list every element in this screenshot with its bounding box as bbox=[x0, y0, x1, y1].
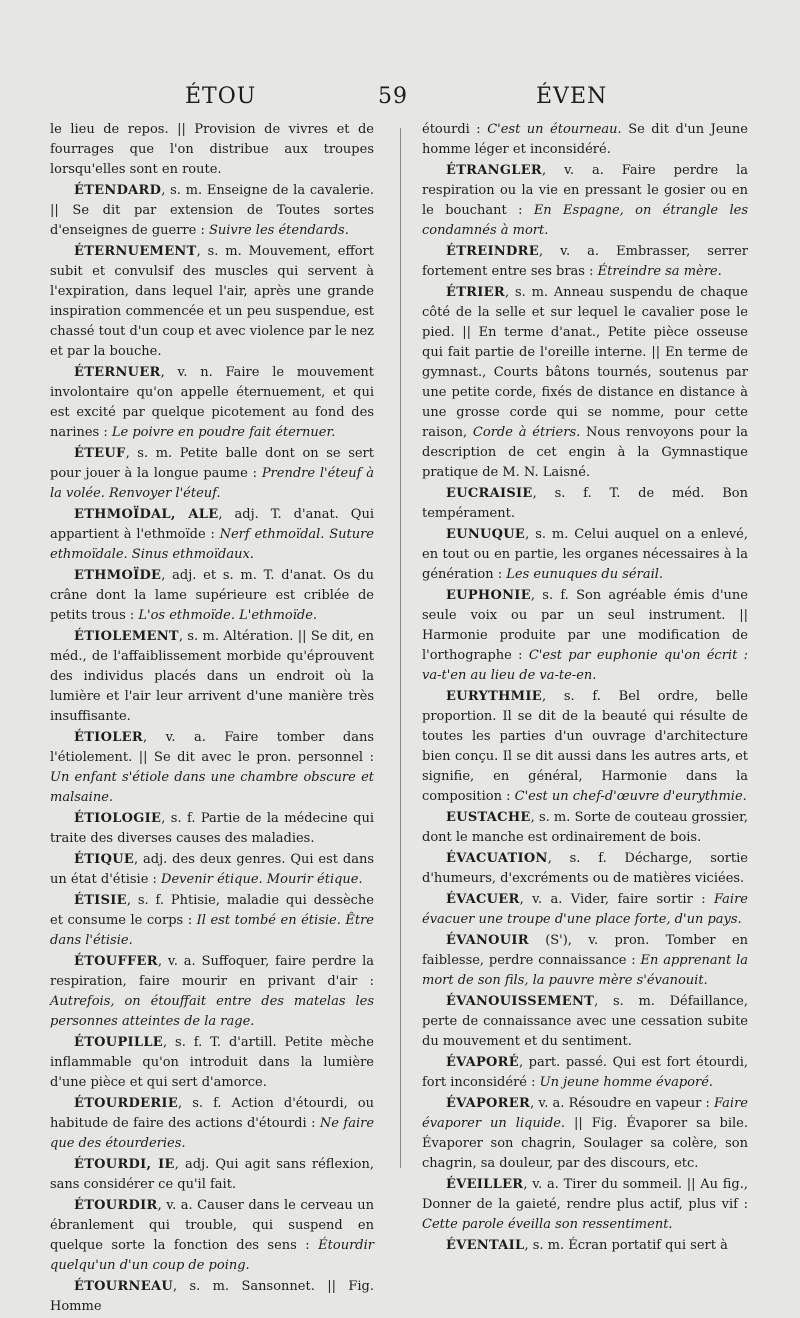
entry-example: Étourdir quelqu'un d'un coup de poing. bbox=[50, 1238, 374, 1273]
entry-definition: , s. f. T. d'artill. Petite mèche inflammable qu'on introduit dans la lumière d'une pièce et qui sert d'amorce. bbox=[50, 1035, 374, 1090]
entry-headword: ÉTOUFFER bbox=[74, 954, 158, 969]
entry-example: Cette parole éveilla son ressentiment. bbox=[422, 1217, 673, 1232]
entry-definition: , v. a. Résoudre en vapeur : bbox=[530, 1096, 715, 1111]
dictionary-entry bbox=[422, 484, 748, 524]
dictionary-entry bbox=[422, 992, 748, 1052]
dictionary-entry bbox=[422, 931, 748, 991]
entry-example: Étreindre sa mère. bbox=[597, 264, 722, 279]
entry-definition: , s. f. Décharge, sortie d'humeurs, d'excréments ou de matières viciées. bbox=[422, 851, 748, 886]
entry-example: C'est un chef-d'œuvre d'eurythmie. bbox=[514, 789, 747, 804]
dictionary-entry bbox=[50, 566, 374, 626]
entry-headword: ETHMOÏDAL, ALE bbox=[74, 507, 219, 522]
dictionary-entry bbox=[50, 728, 374, 808]
entry-headword: EURYTHMIE bbox=[446, 689, 542, 704]
dictionary-entry bbox=[50, 181, 374, 241]
entry-headword: ÉVAPORER bbox=[446, 1096, 531, 1111]
entry-continuation: || Fig. Évaporer sa bile. Évaporer son chagrin, Soulager sa colère, son chagrin, sa douleur, par des discours, etc. bbox=[422, 1116, 748, 1171]
dictionary-entry bbox=[422, 283, 748, 483]
dictionary-entry bbox=[50, 120, 374, 180]
left-column bbox=[50, 120, 374, 1318]
entry-example: Les eunuques du sérail. bbox=[506, 567, 664, 582]
running-head-left: ÉTOU bbox=[185, 84, 257, 109]
entry-headword: ÉTOURNEAU bbox=[74, 1279, 173, 1294]
entry-definition: étourdi : bbox=[422, 122, 488, 137]
entry-headword: ÉTOURDI, IE bbox=[74, 1157, 175, 1172]
entry-definition: , adj. et s. m. T. d'anat. Os du crâne dont la lame supérieure est criblée de petits trous : bbox=[50, 568, 374, 623]
entry-example: C'est par euphonie qu'on écrit : va-t'en au lieu de va-te-en. bbox=[422, 648, 748, 683]
dictionary-entry bbox=[50, 952, 374, 1032]
entry-definition: , s. f. Bel ordre, belle proportion. Il se dit de la beauté qui résulte de toutes les parties d'un ouvrage d'architecture bien conçu. Il se dit aussi dans les autres arts, et signifie, en général, Harmonie dans la composition : bbox=[422, 689, 748, 804]
entry-headword: ÉVANOUIR bbox=[446, 933, 529, 948]
dictionary-entry bbox=[422, 1094, 748, 1174]
dictionary-entry bbox=[50, 627, 374, 727]
entry-headword: ÉTOURDIR bbox=[74, 1198, 158, 1213]
entry-definition: , v. a. Embrasser, serrer fortement entre ses bras : bbox=[422, 244, 748, 279]
entry-headword: ÉVEILLER bbox=[446, 1177, 524, 1192]
entry-headword: ÉTRANGLER bbox=[446, 163, 543, 178]
entry-headword: ÉTIQUE bbox=[74, 852, 135, 867]
entry-headword: ÉTOUPILLE bbox=[74, 1035, 163, 1050]
dictionary-entry bbox=[422, 525, 748, 585]
entry-example: Corde à étriers. bbox=[472, 425, 581, 440]
entry-headword: ÉTEUF bbox=[74, 446, 126, 461]
dictionary-entry bbox=[422, 1175, 748, 1235]
entry-example: Le poivre en poudre fait éternuer. bbox=[111, 425, 336, 440]
entry-example: Faire évaporer un liquide. bbox=[422, 1096, 748, 1131]
entry-headword: ÉTENDARD bbox=[74, 183, 162, 198]
entry-definition: , s. m. Écran portatif qui sert à bbox=[524, 1238, 728, 1253]
dictionary-entry bbox=[50, 1155, 374, 1195]
entry-example: Suivre les étendards. bbox=[208, 223, 349, 238]
entry-headword: ÉVAPORÉ bbox=[446, 1055, 519, 1070]
entry-headword: ÉTIOLOGIE bbox=[74, 811, 162, 826]
entry-definition: , adj. des deux genres. Qui est dans un état d'étisie : bbox=[50, 852, 374, 887]
entry-headword: ÉVACUER bbox=[446, 892, 520, 907]
entry-headword: ÉTIOLER bbox=[74, 730, 143, 745]
entry-example: En apprenant la mort de son fils, la pauvre mère s'évanouit. bbox=[422, 953, 748, 988]
entry-continuation: Nous renvoyons pour la description de cet engin à la Gymnastique pratique de M. N. Laisné. bbox=[422, 425, 748, 480]
entry-definition: , adj. Qui agit sans réflexion, sans considérer ce qu'il fait. bbox=[50, 1157, 374, 1192]
dictionary-entry bbox=[50, 809, 374, 849]
entry-definition: , v. a. Faire perdre la respiration ou la vie en pressant le gosier ou en le bouchant : bbox=[422, 163, 748, 218]
dictionary-entry bbox=[422, 849, 748, 889]
entry-definition: , s. f. Son agréable émis d'une seule voix ou par un seul instrument. || Harmonie produite par une modification de l'orthographe : bbox=[422, 588, 748, 663]
entry-definition: , s. m. Anneau suspendu de chaque côté de la selle et sur lequel le cavalier pose le pied. || En terme d'anat., Petite pièce osseuse qui fait partie de l'oreille interne. || En terme de gymnast., Courts bâtons tournés, soutenus par une petite corde, fixés de distance en distance à une grosse corde qui se nomme, pour cette raison, bbox=[422, 285, 748, 440]
entry-definition: , s. f. Action d'étourdi, ou habitude de faire des actions d'étourdi : bbox=[50, 1096, 374, 1131]
dictionary-entry bbox=[422, 161, 748, 241]
entry-headword: ÉVACUATION bbox=[446, 851, 548, 866]
entry-headword: EUCRAISIE bbox=[446, 486, 533, 501]
entry-example: Il est tombé en étisie. Être dans l'étisie. bbox=[50, 913, 374, 948]
entry-example: Autrefois, on étouffait entre des matelas les personnes atteintes de la rage. bbox=[50, 994, 374, 1029]
entry-example: Prendre l'éteuf à la volée. Renvoyer l'éteuf. bbox=[50, 466, 374, 501]
entry-definition: , v. a. Tirer du sommeil. || Au fig., Donner de la gaieté, rendre plus actif, plus vif : bbox=[422, 1177, 748, 1212]
entry-headword: ÉTRIER bbox=[446, 285, 505, 300]
entry-headword: EUPHONIE bbox=[446, 588, 531, 603]
entry-definition: , v. a. Vider, faire sortir : bbox=[519, 892, 715, 907]
entry-headword: EUSTACHE bbox=[446, 810, 531, 825]
entry-example: En Espagne, on étrangle les condamnés à mort. bbox=[422, 203, 748, 238]
entry-example: C'est un étourneau. bbox=[487, 122, 622, 137]
dictionary-entry bbox=[50, 1196, 374, 1276]
dictionary-entry bbox=[50, 444, 374, 504]
entry-headword: ETHMOÏDE bbox=[74, 568, 162, 583]
entry-definition: , s. m. Enseigne de la cavalerie. || Se dit par extension de Toutes sortes d'enseignes de guerre : bbox=[50, 183, 374, 238]
entry-definition: , s. f. Partie de la médecine qui traite des diverses causes des maladies. bbox=[50, 811, 374, 846]
dictionary-entry bbox=[50, 891, 374, 951]
dictionary-entry bbox=[50, 1277, 374, 1317]
entry-definition: , s. m. Mouvement, effort subit et convulsif des muscles qui servent à l'expiration, dans lequel l'air, après une grande inspiration commencée et un peu suspendue, est chassé tout d'un coup et avec violence par le nez et par la bouche. bbox=[50, 244, 374, 359]
dictionary-entry bbox=[422, 586, 748, 686]
dictionary-entry bbox=[50, 1033, 374, 1093]
dictionary-entry bbox=[422, 1053, 748, 1093]
entry-definition: , s. m. Défaillance, perte de connaissance avec une cessation subite du mouvement et du sentiment. bbox=[422, 994, 748, 1049]
dictionary-entry bbox=[50, 363, 374, 443]
dictionary-entry bbox=[422, 890, 748, 930]
entry-definition: le lieu de repos. || Provision de vivres et de fourrages que l'on distribue aux troupes lorsqu'elles sont en route. bbox=[50, 122, 374, 177]
dictionary-entry bbox=[50, 1094, 374, 1154]
dictionary-entry bbox=[422, 242, 748, 282]
entry-example: Nerf ethmoïdal. Suture ethmoïdale. Sinus ethmoïdaux. bbox=[50, 527, 374, 562]
entry-headword: ÉTREINDRE bbox=[446, 244, 539, 259]
entry-example: Devenir étique. Mourir étique. bbox=[161, 872, 363, 887]
running-head-right: ÉVEN bbox=[536, 84, 608, 109]
entry-headword: ÉVENTAIL bbox=[446, 1238, 525, 1253]
dictionary-entry bbox=[422, 1236, 748, 1256]
entry-definition: , s. m. Celui auquel on a enlevé, en tout ou en partie, les organes nécessaires à la génération : bbox=[422, 527, 748, 582]
entry-headword: EUNUQUE bbox=[446, 527, 526, 542]
entry-definition: , v. a. Causer dans le cerveau un ébranlement qui trouble, qui suspend en quelque sorte la fonction des sens : bbox=[50, 1198, 374, 1253]
entry-headword: ÉTERNUER bbox=[74, 365, 161, 380]
entry-definition: , s. f. Phtisie, maladie qui dessèche et consume le corps : bbox=[50, 893, 374, 928]
dictionary-entry bbox=[50, 505, 374, 565]
dictionary-entry bbox=[50, 850, 374, 890]
entry-headword: ÉTIOLEMENT bbox=[74, 629, 179, 644]
entry-headword: ÉTOURDERIE bbox=[74, 1096, 179, 1111]
entry-headword: ÉTISIE bbox=[74, 893, 127, 908]
dictionary-entry bbox=[422, 808, 748, 848]
entry-definition: , s. m. Sorte de couteau grossier, dont le manche est ordinairement de bois. bbox=[422, 810, 748, 845]
entry-definition: , v. a. Faire tomber dans l'étiolement. || Se dit avec le pron. personnel : bbox=[50, 730, 374, 765]
entry-definition: , s. m. Altération. || Se dit, en méd., de l'affaiblissement morbide qu'éprouvent des individus placés dans un endroit où la lumière et l'air leur arrivent d'une manière très insuffisante. bbox=[50, 629, 374, 724]
entry-definition: , s. f. T. de méd. Bon tempérament. bbox=[422, 486, 748, 521]
entry-definition: , s. m. Petite balle dont on se sert pour jouer à la longue paume : bbox=[50, 446, 374, 481]
entry-headword: ÉTERNUEMENT bbox=[74, 244, 197, 259]
entry-definition: , part. passé. Qui est fort étourdi, fort inconsidéré : bbox=[422, 1055, 748, 1090]
column-divider bbox=[400, 128, 401, 1168]
page-number: 59 bbox=[378, 84, 408, 109]
entry-definition: , adj. T. d'anat. Qui appartient à l'ethmoïde : bbox=[50, 507, 374, 542]
entry-example: Un jeune homme évaporé. bbox=[539, 1075, 714, 1090]
dictionary-entry bbox=[50, 242, 374, 362]
entry-definition: , s. m. Sansonnet. || Fig. Homme bbox=[50, 1279, 374, 1314]
entry-continuation: Se dit d'un Jeune homme léger et inconsidéré. bbox=[422, 122, 748, 157]
right-column bbox=[422, 120, 748, 1257]
entry-example: L'os ethmoïde. L'ethmoïde. bbox=[138, 608, 318, 623]
entry-definition: (S'), v. pron. Tomber en faiblesse, perdre connaissance : bbox=[422, 933, 748, 968]
entry-example: Ne faire que des étourderies. bbox=[50, 1116, 375, 1151]
entry-example: Faire évacuer une troupe d'une place forte, d'un pays. bbox=[422, 892, 748, 927]
entry-definition: , v. a. Suffoquer, faire perdre la respiration, faire mourir en privant d'air : bbox=[50, 954, 374, 989]
entry-example: Un enfant s'étiole dans une chambre obscure et malsaine. bbox=[50, 770, 374, 805]
dictionary-entry bbox=[422, 120, 748, 160]
entry-definition: , v. n. Faire le mouvement involontaire qu'on appelle éternuement, et qui est excité par quelque picotement au fond des narines : bbox=[50, 365, 374, 440]
dictionary-entry bbox=[422, 687, 748, 807]
entry-headword: ÉVANOUISSEMENT bbox=[446, 994, 595, 1009]
